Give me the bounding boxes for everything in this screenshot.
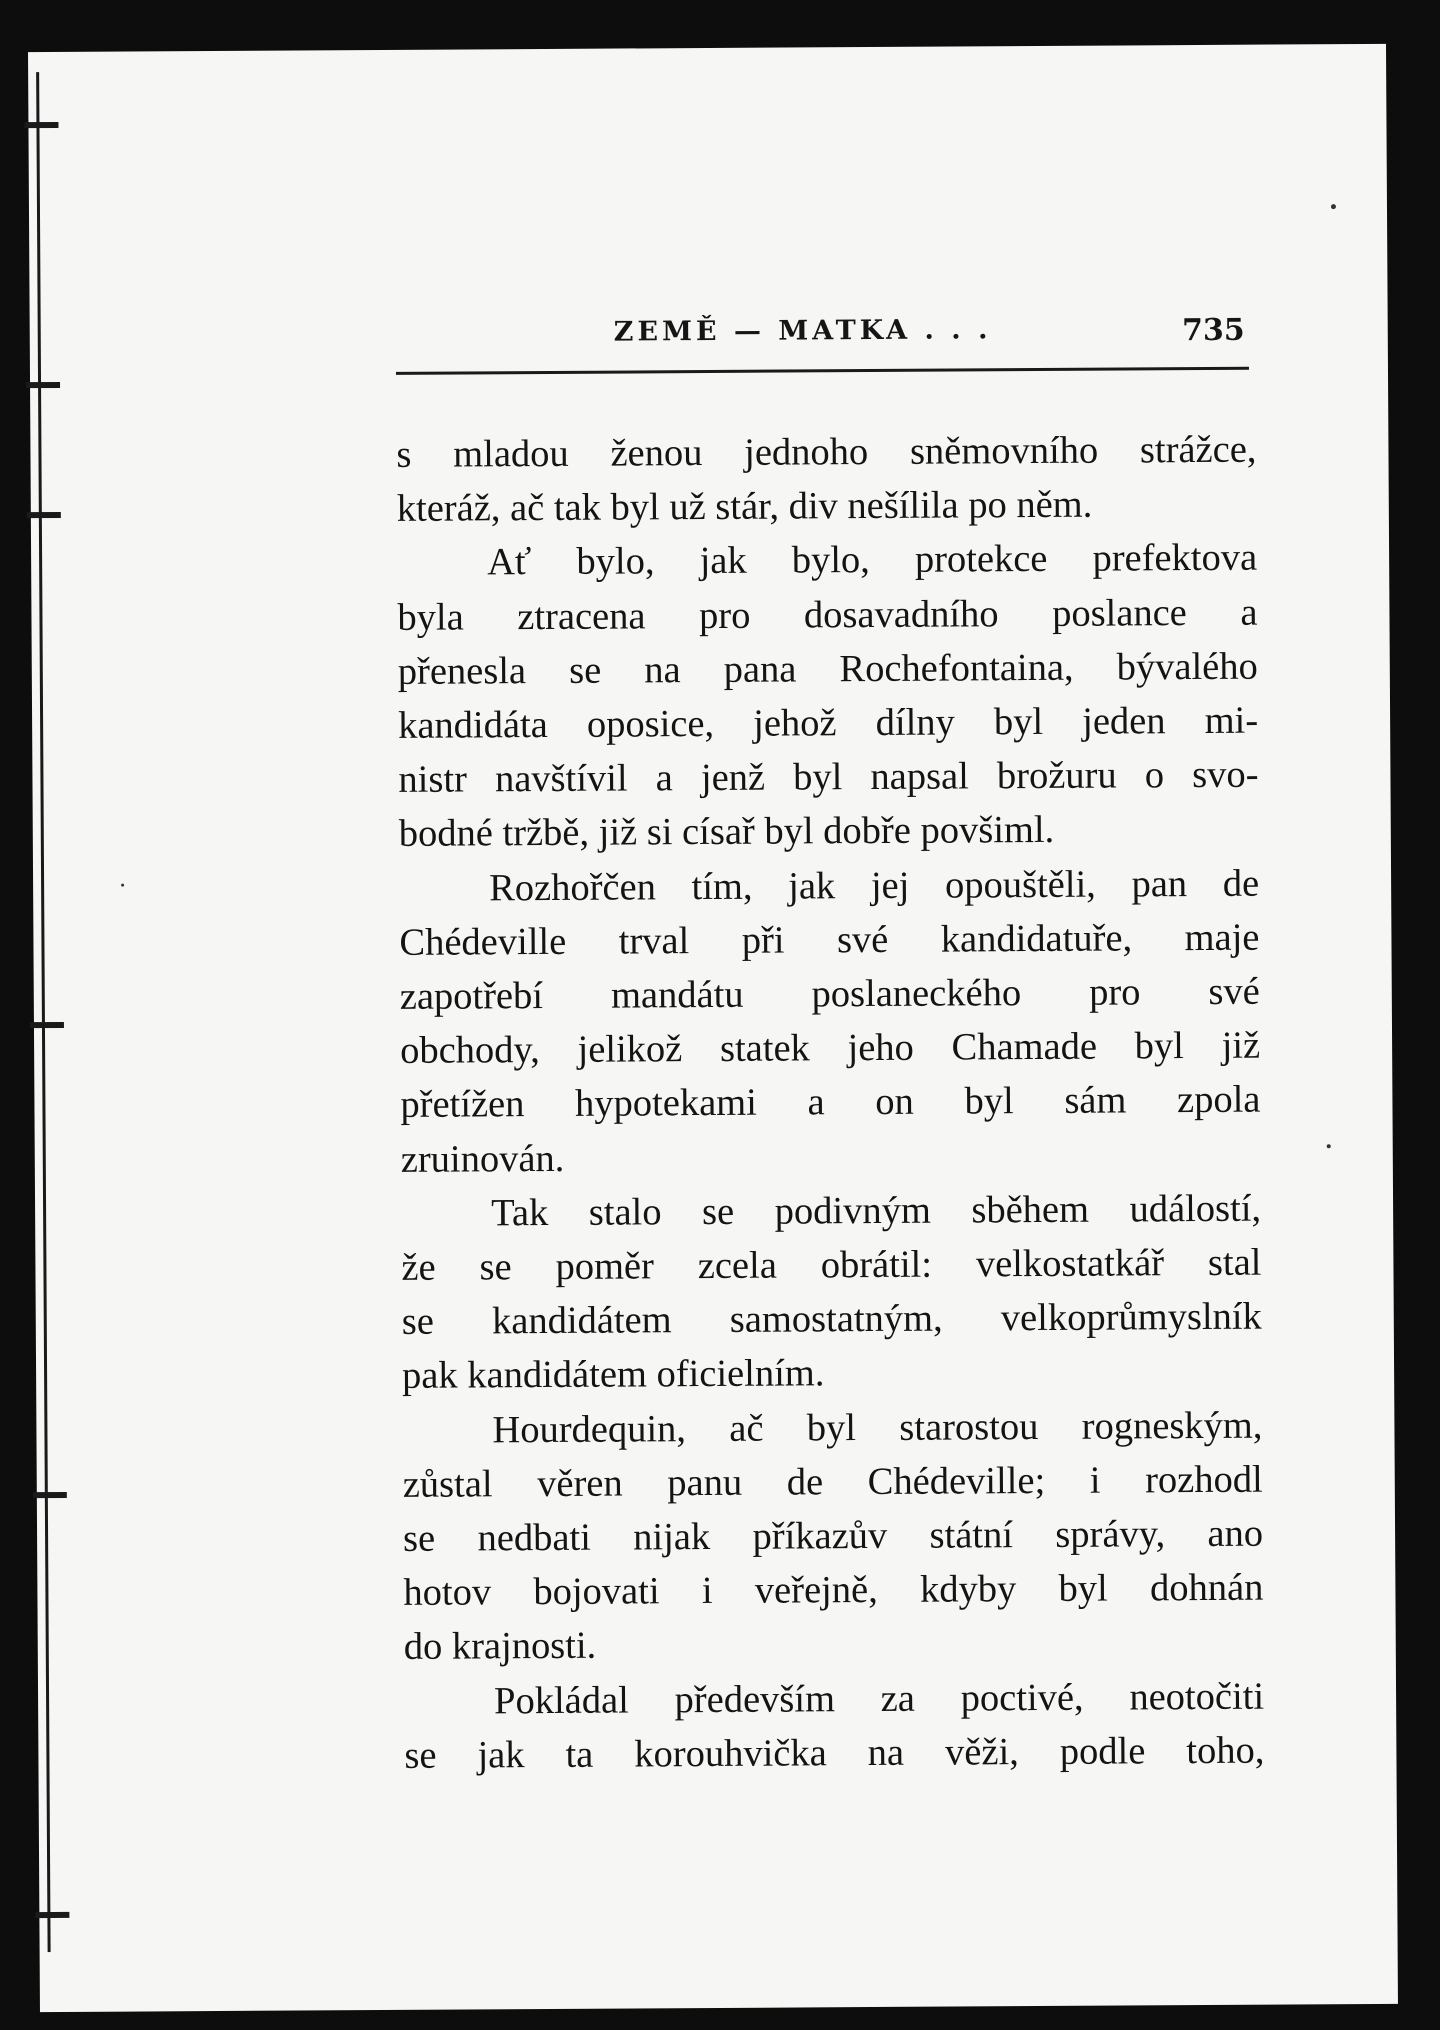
header-rule — [396, 367, 1249, 375]
text-line: Rozhořčen tím, jak jej opouštěli, pan de — [488, 862, 1260, 909]
text-line: se kandidátem samostatným, velkoprůmyslník — [401, 1295, 1262, 1344]
page-header — [395, 273, 1248, 348]
text-line: se nedbati nijak příkazův státní správy, ano — [402, 1512, 1264, 1560]
paper-speck — [1331, 204, 1336, 209]
text-line: zruinován. — [400, 1137, 565, 1181]
binding-mark — [24, 122, 58, 128]
page-number: 735 — [1182, 312, 1245, 349]
binding-edge — [36, 72, 50, 1952]
text-line: kteráž, ač tak byl už stár, div nešílila po něm. — [396, 483, 1093, 531]
running-title: ZEMĚ — MATKA . . . — [613, 314, 992, 348]
text-line: zůstal věren panu de Chédeville; i rozhodl — [402, 1458, 1263, 1506]
text-line: obchody, jelikož statek jeho Chamade byl již — [399, 1024, 1261, 1073]
text-line: Pokládal především za poctivé, neotočiti — [493, 1675, 1265, 1723]
binding-mark — [27, 512, 61, 518]
text-line: kandidáta oposice, jehož dílny byl jeden mi- — [398, 699, 1259, 747]
binding-mark — [35, 1912, 69, 1918]
text-line: přenesla se na pana Rochefontaina, bývalého — [397, 645, 1258, 693]
body-text — [396, 423, 1264, 1783]
text-line: hotov bojovati i veřejně, kdyby byl dohnán — [403, 1566, 1264, 1615]
book-page — [28, 44, 1398, 2012]
text-line: zapotřebí mandátu poslaneckého pro své — [399, 970, 1260, 1018]
text-line: přetížen hypotekami a on byl sám zpola — [400, 1079, 1261, 1127]
text-line: do krajnosti. — [403, 1625, 597, 1669]
text-line: že se poměr zcela obrátil: velkostatkář stal — [401, 1241, 1262, 1289]
text-line: Chédeville trval při své kandidatuře, maje — [399, 916, 1260, 964]
text-line: Ať bylo, jak bylo, protekce prefektova — [487, 537, 1258, 584]
text-line: Hourdequin, ač byl starostou rogneským, — [492, 1404, 1263, 1451]
text-line: nistr navštívil a jenž byl napsal brožuru o svo- — [398, 753, 1259, 802]
text-line: bodné tržbě, již si císař byl dobře povšiml. — [398, 809, 1055, 856]
binding-mark — [30, 1022, 64, 1028]
text-line: byla ztracena pro dosavadního poslance a — [397, 591, 1258, 639]
paper-speck — [121, 884, 124, 887]
text-line: se jak ta korouhvička na věži, podle toho, — [404, 1729, 1265, 1777]
text-line: pak kandidátem oficielním. — [401, 1352, 825, 1398]
binding-mark — [26, 382, 60, 388]
text-line: s mladou ženou jednoho sněmovního strážce, — [396, 428, 1257, 476]
text-line: Tak stalo se podivným sběhem událostí, — [490, 1187, 1262, 1235]
binding-mark — [33, 1492, 67, 1498]
paper-speck — [1327, 1144, 1331, 1148]
